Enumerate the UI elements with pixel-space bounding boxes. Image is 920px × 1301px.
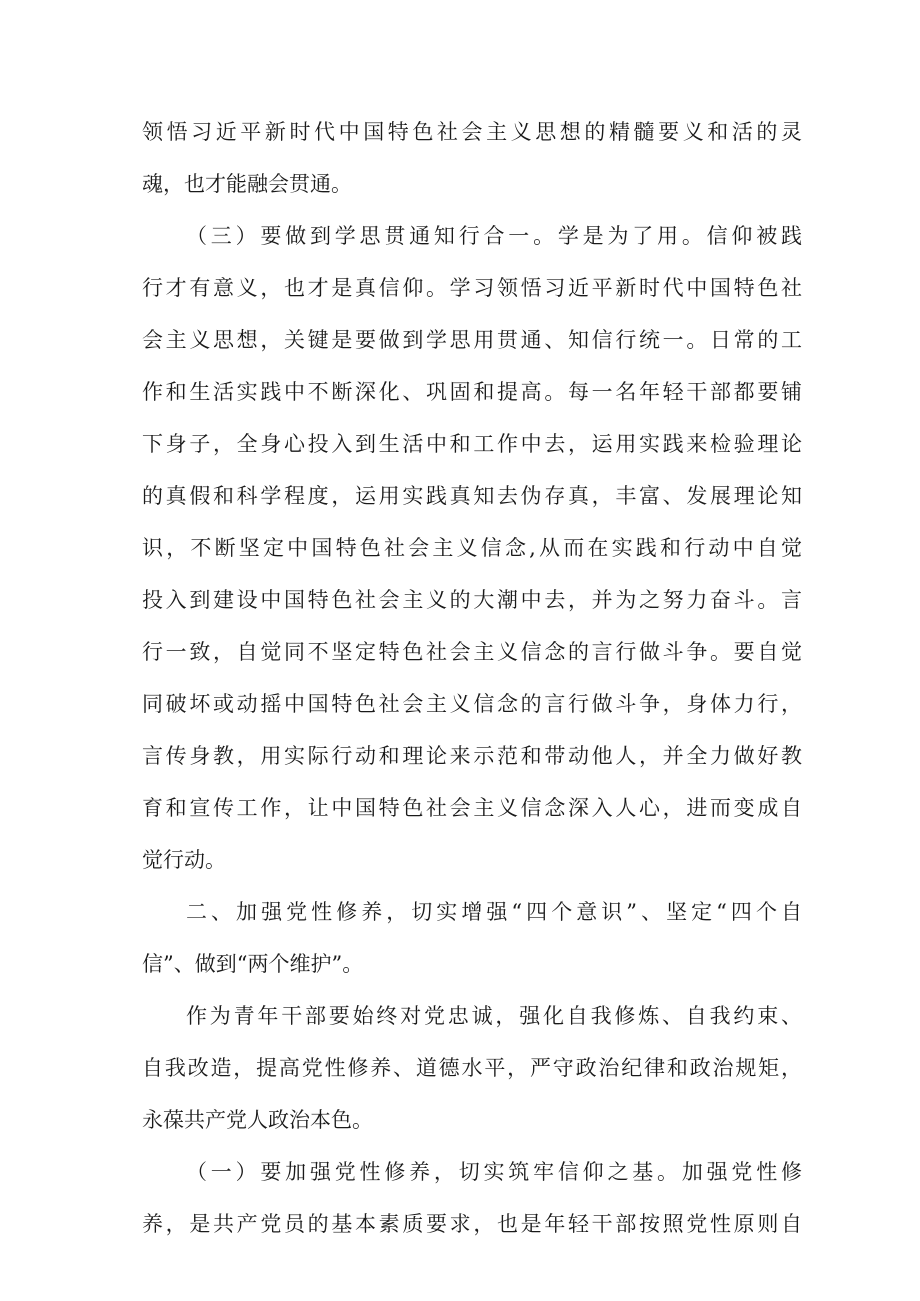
- paragraph-heading-line: （一）要加强党性修养，切实筑牢信仰之基。加强党性修: [186, 1160, 802, 1184]
- text-line: 自我改造，提高党性修养、道德水平，严守政治纪律和政治规矩，: [142, 1056, 802, 1080]
- section-heading-line: 信”、做到“两个维护”。: [142, 952, 364, 976]
- text-line: 行一致，自觉同不坚定特色社会主义信念的言行做斗争。要自觉: [142, 640, 802, 664]
- section-heading-line: 二、加强党性修养，切实增强“四个意识”、坚定“四个自: [186, 900, 802, 924]
- text-line: 永葆共产党人政治本色。: [142, 1108, 373, 1132]
- text-line: 言传身教，用实际行动和理论来示范和带动他人，并全力做好教: [142, 744, 802, 768]
- text-line: 行才有意义，也才是真信仰。学习领悟习近平新时代中国特色社: [142, 276, 802, 300]
- text-line: 育和宣传工作，让中国特色社会主义信念深入人心，进而变成自: [142, 796, 802, 820]
- text-line: 作为青年干部要始终对党忠诚，强化自我修炼、自我约束、: [186, 1004, 802, 1028]
- text-line: 的真假和科学程度，运用实践真知去伪存真，丰富、发展理论知: [142, 484, 802, 508]
- paragraph-heading-line: （三）要做到学思贯通知行合一。学是为了用。信仰被践: [186, 224, 802, 248]
- text-line: 养，是共产党员的基本素质要求，也是年轻干部按照党性原则自: [142, 1212, 802, 1236]
- text-line: 同破坏或动摇中国特色社会主义信念的言行做斗争，身体力行，: [142, 692, 802, 716]
- text-line: 领悟习近平新时代中国特色社会主义思想的精髓要义和活的灵: [142, 120, 802, 144]
- text-line: 会主义思想，关键是要做到学思用贯通、知信行统一。日常的工: [142, 328, 802, 352]
- text-line: 识，不断坚定中国特色社会主义信念,从而在实践和行动中自觉: [142, 536, 802, 560]
- text-line: 下身子，全身心投入到生活中和工作中去，运用实践来检验理论: [142, 432, 802, 456]
- text-line: 觉行动。: [142, 848, 226, 872]
- text-line: 作和生活实践中不断深化、巩固和提高。每一名年轻干部都要铺: [142, 380, 802, 404]
- text-line: 投入到建设中国特色社会主义的大潮中去，并为之努力奋斗。言: [142, 588, 802, 612]
- text-line: 魂，也才能融会贯通。: [142, 172, 352, 196]
